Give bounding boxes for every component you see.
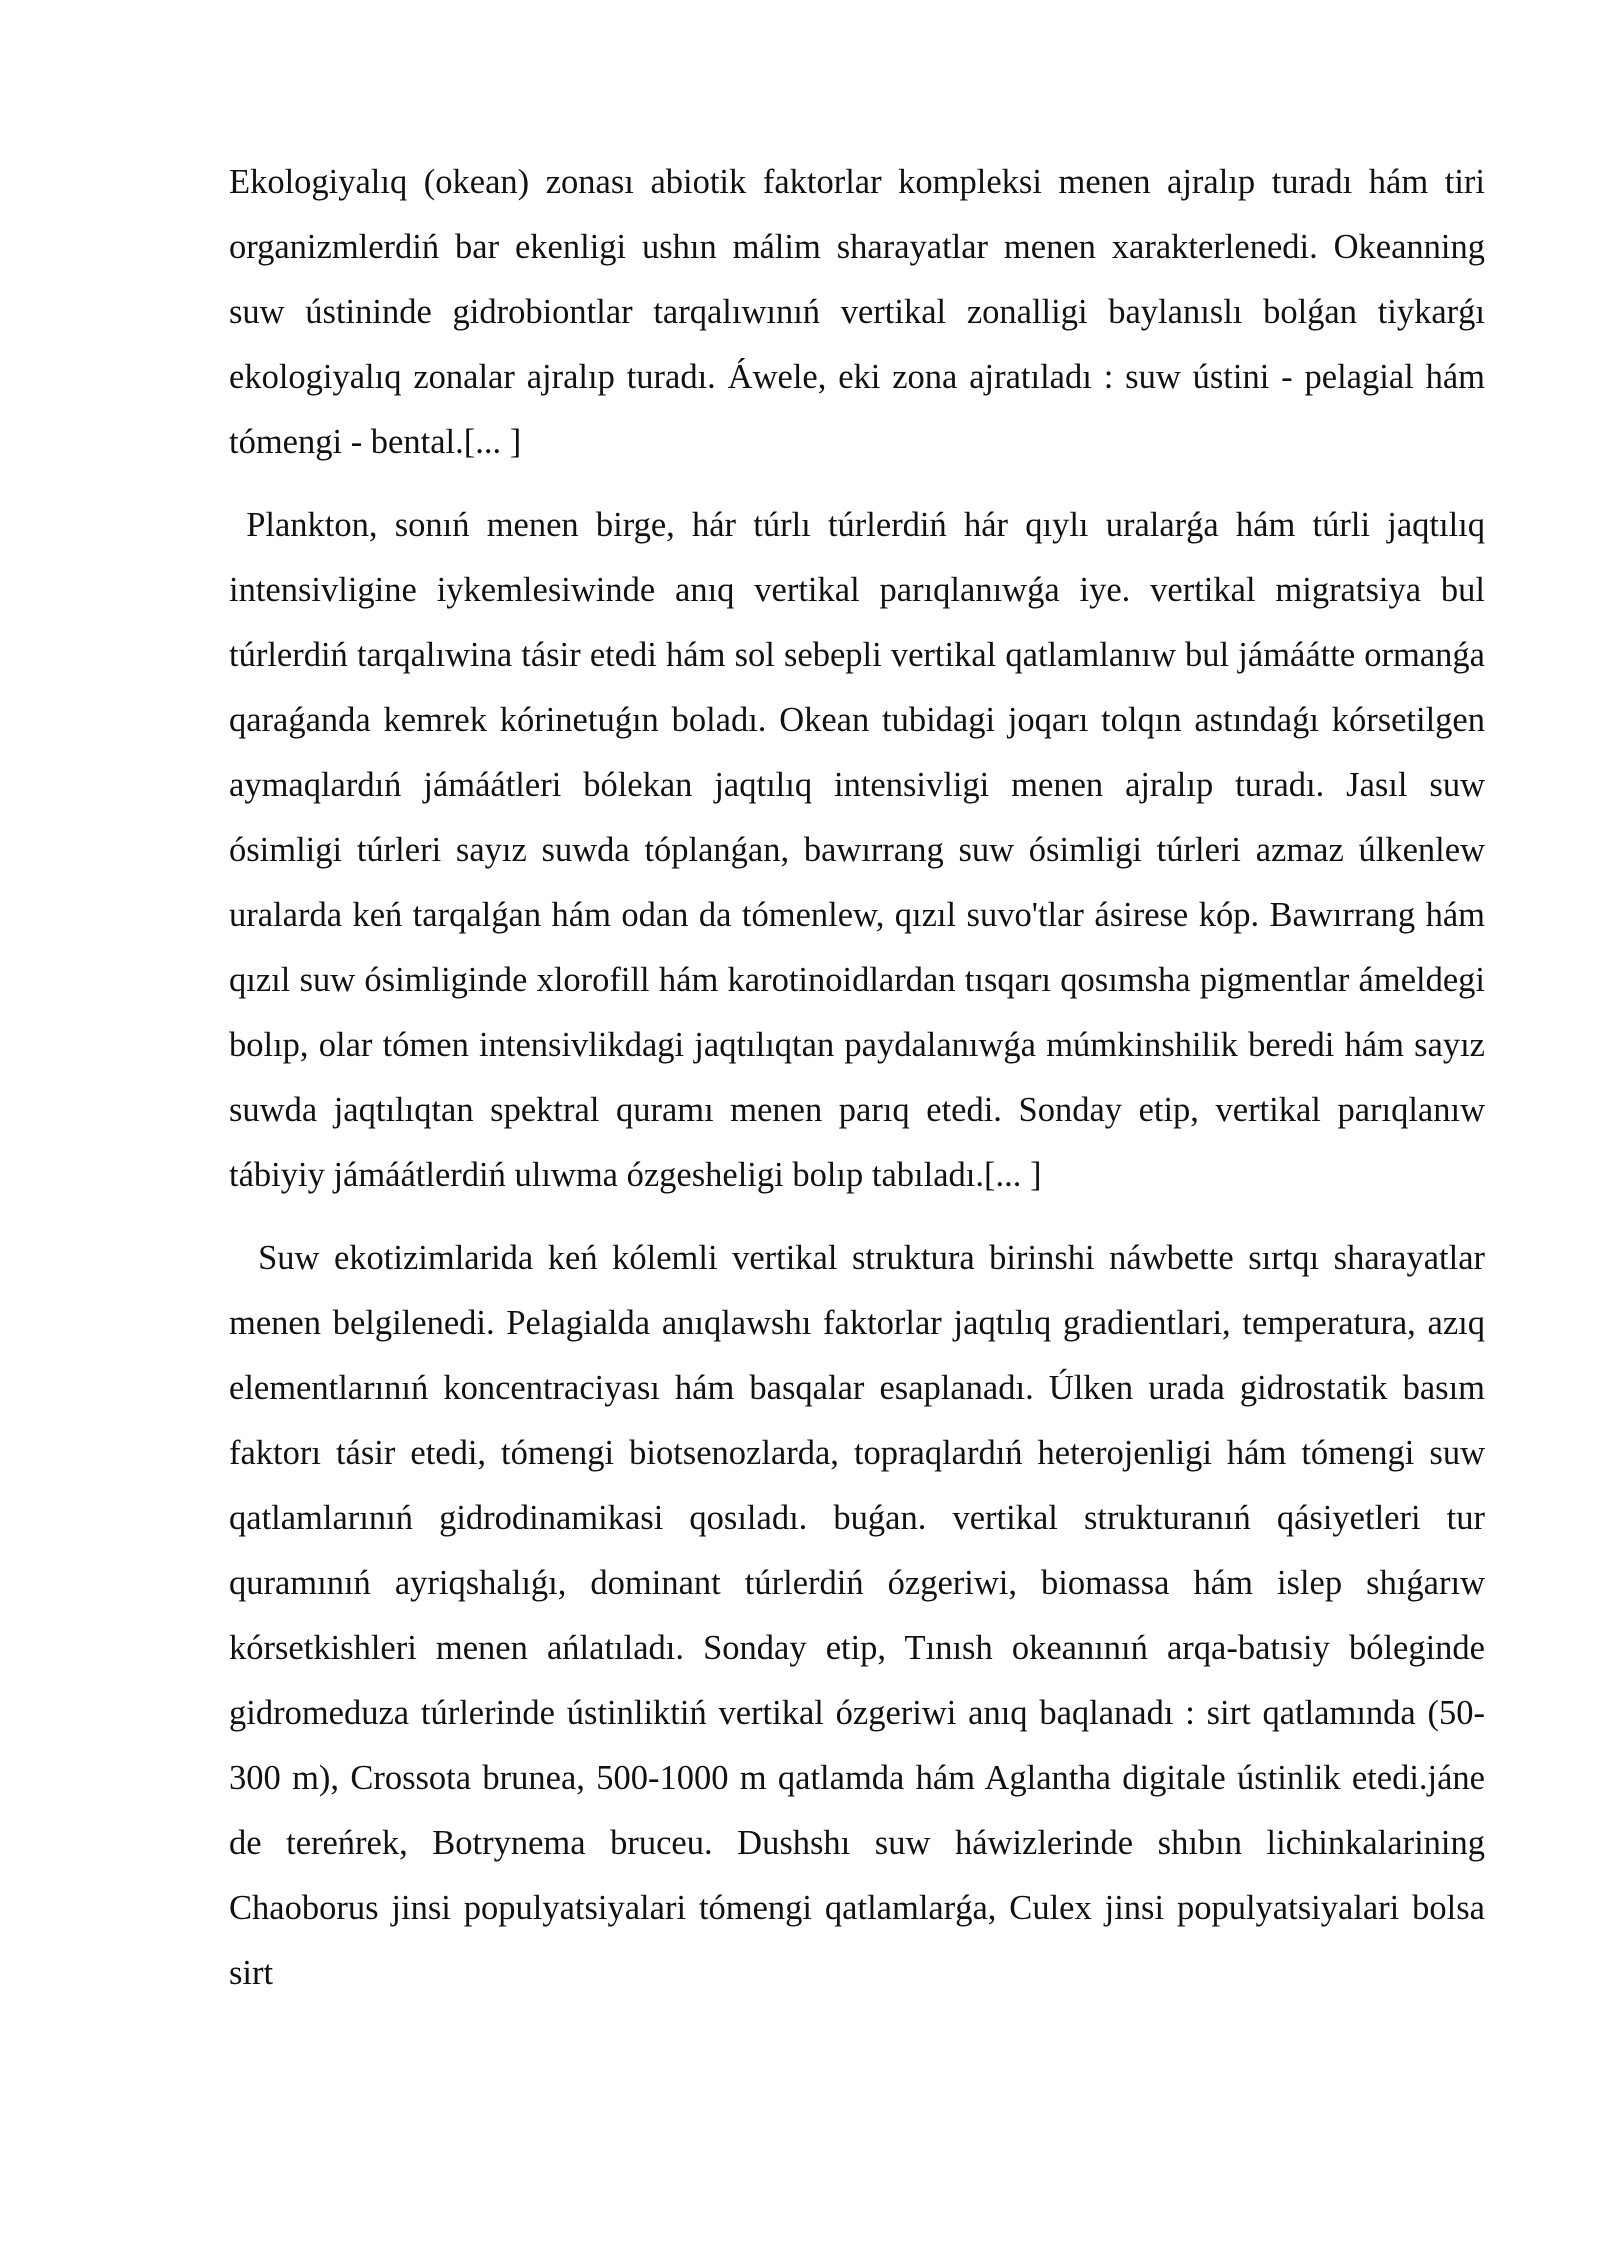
paragraph-1: Ekologiyalıq (okean) zonası abiotik faktorlar kompleksi menen ajralıp turadı hám tiri organizmlerdiń bar ekenligi ushın málim sharayatlar menen xarakterlenedi. Okeanning suw ústininde gidrobiontlar tarqalıwınıń vertikal zonalligi baylanıslı bolǵan tiykarǵı ekologiyalıq zonalar ajralıp turadı. Áwele, eki zona ajratıladı : suw ústini - pelagial hám tómengi - bental.[... ]	[229, 163, 1485, 461]
paragraph-2: Plankton, sonıń menen birge, hár túrlı túrlerdiń hár qıylı uralarǵa hám túrli jaqtılıq intensivligine iykemlesiwinde anıq vertikal parıqlanıwǵa iye. vertikal migratsiya bul túrlerdiń tarqalıwina tásir etedi hám sol sebepli vertikal qatlamlanıw bul jámáátte ormanǵa qaraǵanda kemrek kórinetuǵın boladı. Okean tubidagi joqarı tolqın astındaǵı kórsetilgen aymaqlardıń jámáátleri bólekan jaqtılıq intensivligi menen ajralıp turadı. Jasıl suw ósimligi túrleri sayız suwda tóplanǵan, bawırrang suw ósimligi túrleri azmaz úlkenlew uralarda keń tarqalǵan hám odan da tómenlew, qızıl suvo'tlar ásirese kóp. Bawırrang hám qızıl suw ósimliginde xlorofill hám karotinoidlardan tısqarı qosımsha pigmentlar ámeldegi bolıp, olar tómen intensivlikdagi jaqtılıqtan paydalanıwǵa múmkinshilik beredi hám sayız suwda jaqtılıqtan spektral quramı menen parıq etedi. Sonday etip, vertikal parıqlanıw tábiyiy jámáátlerdiń ulıwma ózgesheligi bolıp tabıladı.[... ]	[229, 506, 1485, 1194]
body-text	[229, 150, 1485, 2006]
paragraph-3: Suw ekotizimlarida keń kólemli vertikal struktura birinshi náwbette sırtqı sharayatlar menen belgilenedi. Pelagialda anıqlawshı faktorlar jaqtılıq gradientlari, temperatura, azıq elementlarınıń koncentraciyası hám basqalar esaplanadı. Úlken urada gidrostatik basım faktorı tásir etedi, tómengi biotsenozlarda, topraqlardıń heterojenligi hám tómengi suw qatlamlarınıń gidrodinamikasi qosıladı. buǵan. vertikal strukturanıń qásiyetleri tur quramınıń ayriqshalıǵı, dominant túrlerdiń ózgeriwi, biomassa hám islep shıǵarıw kórsetkishleri menen ańlatıladı. Sonday etip, Tınısh okeanınıń arqa-batısiy bóleginde gidromeduza túrlerinde ústinliktiń vertikal ózgeriwi anıq baqlanadı : sirt qatlamında (50-300 m), Crossota brunea, 500-1000 m qatlamda hám Aglantha digitale ústinlik etedi.jáne de tereńrek, Botrynema bruceu. Dushshı suw háwizlerinde shıbın lichinkalarining Chaoborus jinsi populyatsiyalari tómengi qatlamlarǵa, Culex jinsi populyatsiyalari bolsa sirt	[229, 1239, 1485, 1992]
